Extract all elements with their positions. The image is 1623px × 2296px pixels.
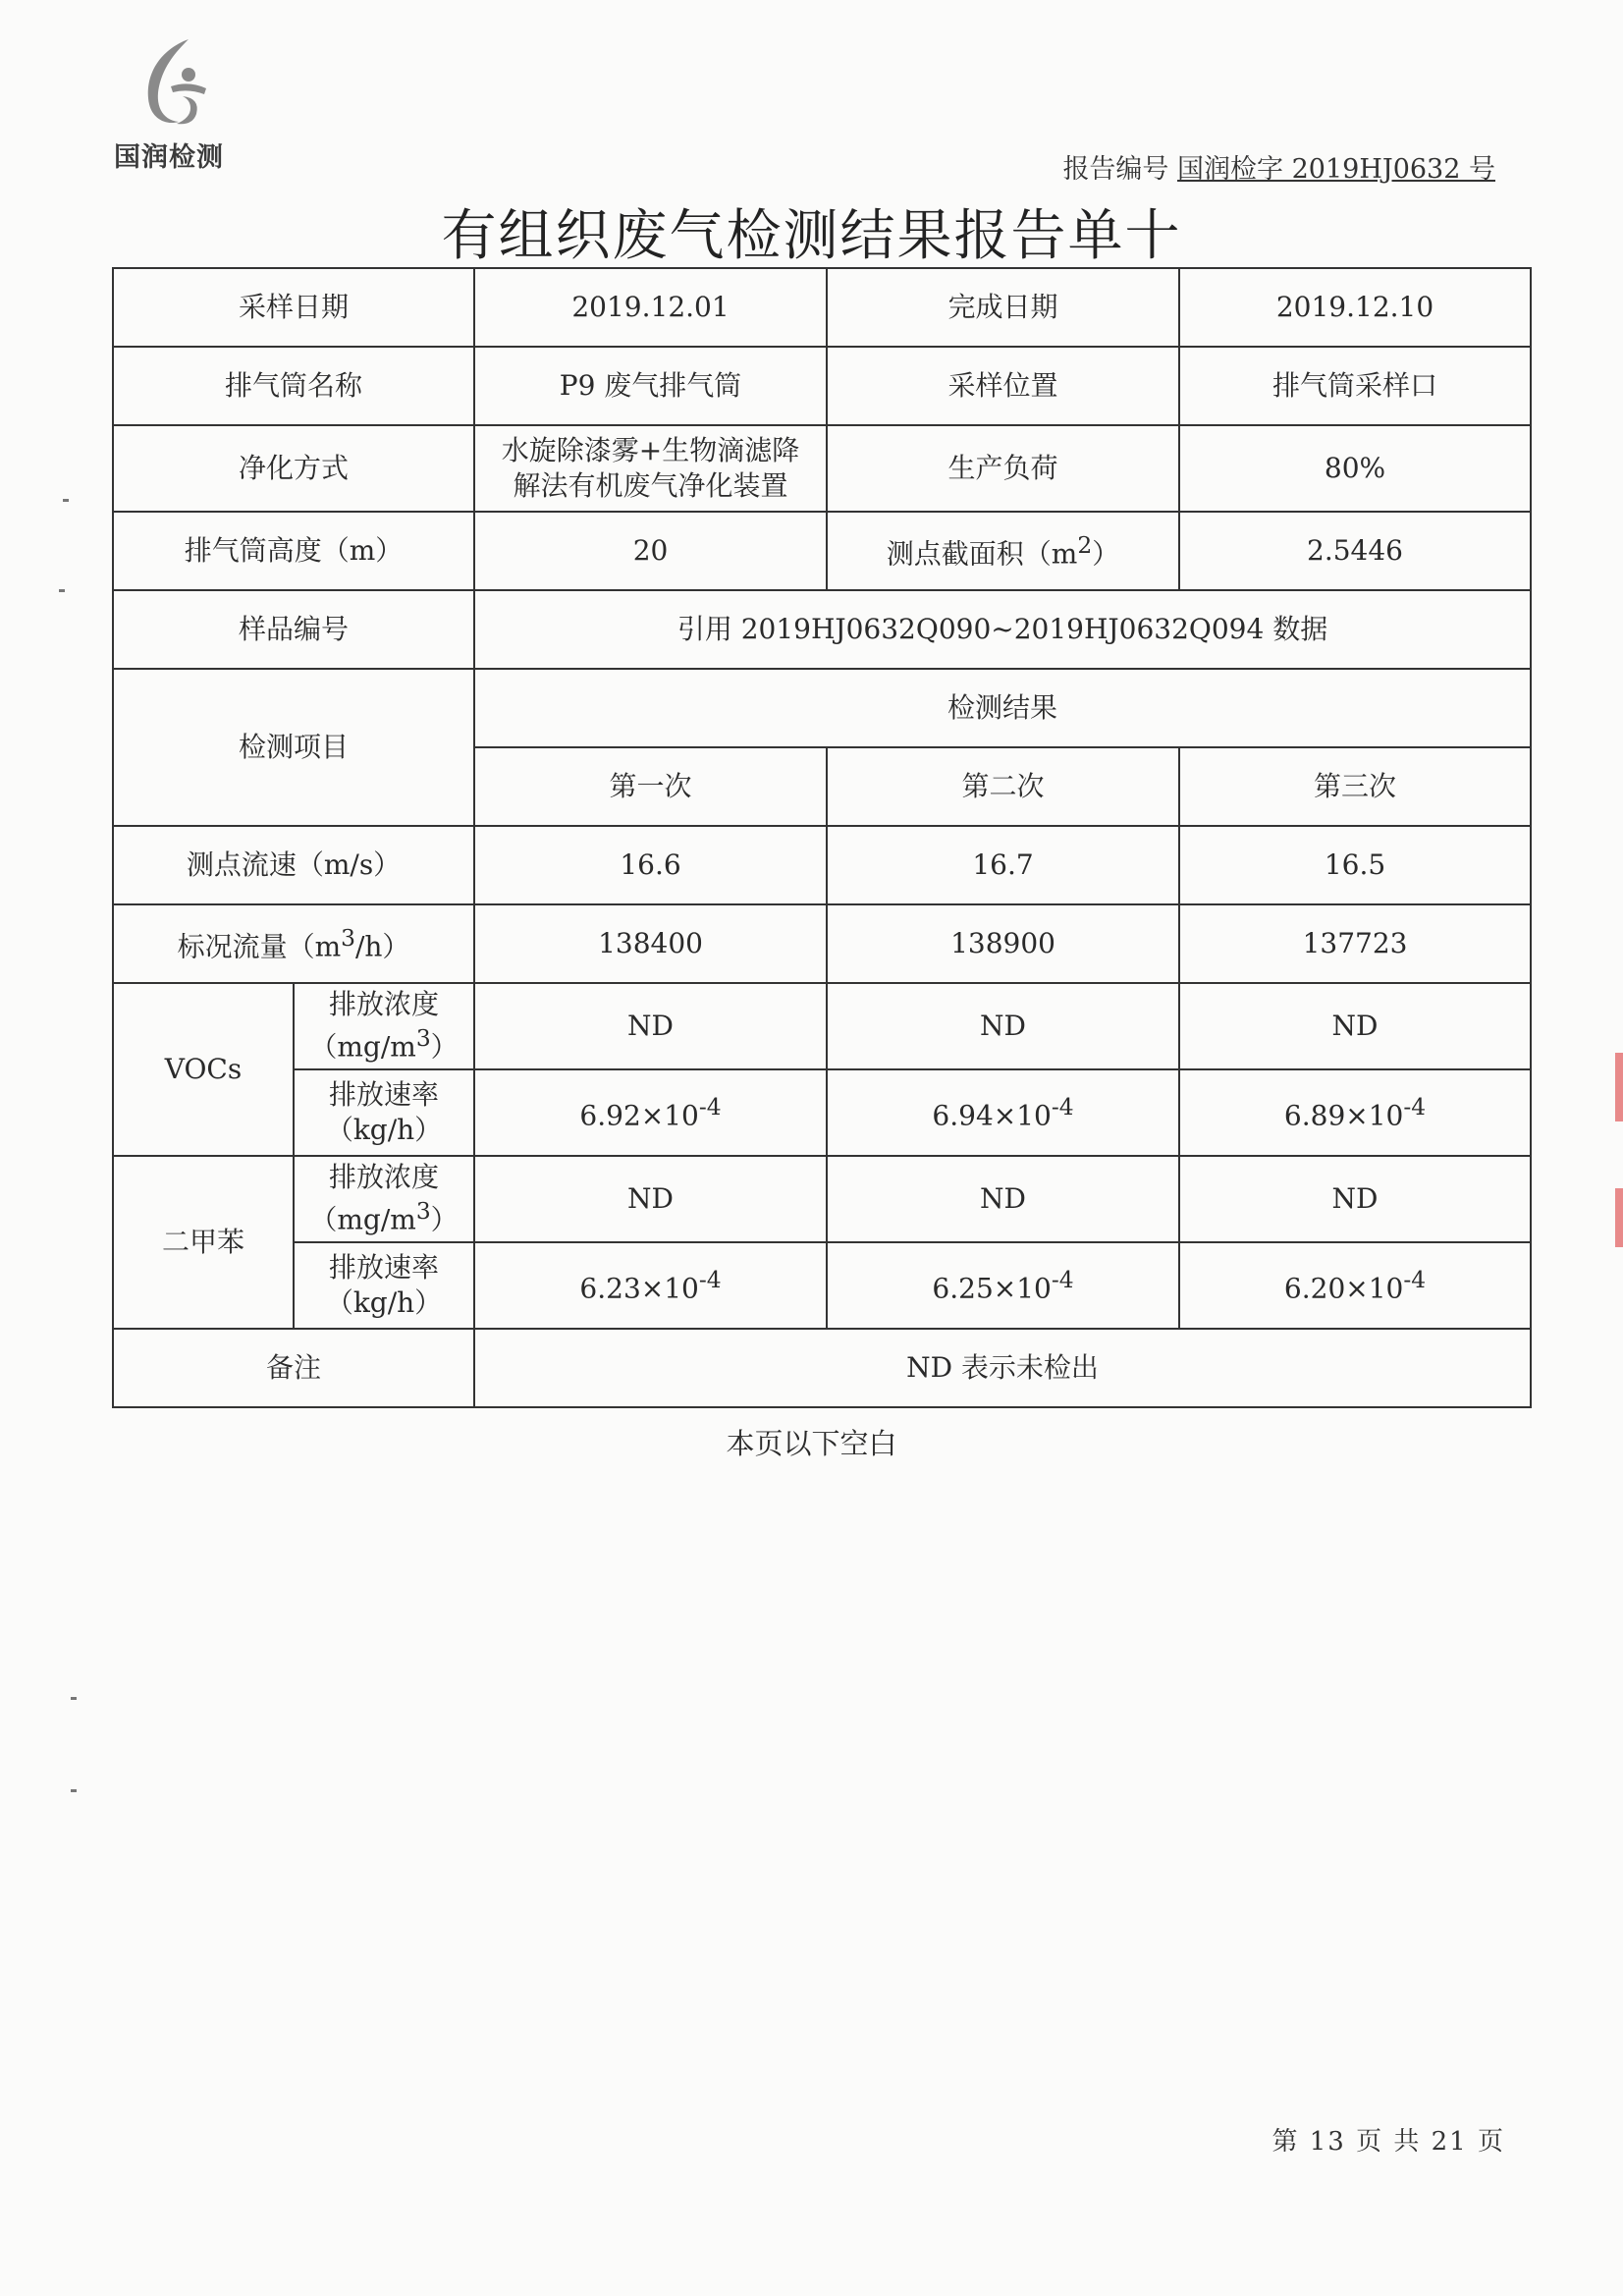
sampling-location-label: 采样位置 xyxy=(827,347,1179,425)
flow-label-post: /h） xyxy=(354,929,410,962)
xylene-rate-run-2 xyxy=(827,1242,1179,1329)
stack-height-label: 排气筒高度（m） xyxy=(113,512,474,590)
vocs-rate-run-3 xyxy=(1179,1069,1531,1156)
section-area-label-text: 测点截面积（m xyxy=(886,536,1078,570)
completion-date: 2019.12.10 xyxy=(1179,268,1531,347)
rate-exp: -4 xyxy=(1051,1265,1074,1293)
pager-suffix: 页 xyxy=(1477,2127,1505,2157)
rate-exp: -4 xyxy=(698,1092,722,1121)
production-load: 80% xyxy=(1179,425,1531,512)
rate-base: 6.20×10 xyxy=(1283,1271,1404,1304)
xylene-name: 二甲苯 xyxy=(113,1156,294,1329)
seal-edge-mark xyxy=(1615,1053,1623,1121)
velocity-run-3: 16.5 xyxy=(1179,826,1531,904)
xylene-conc-label xyxy=(294,1156,474,1242)
vocs-conc-run-1: ND xyxy=(474,983,827,1069)
vocs-conc-run-2: ND xyxy=(827,983,1179,1069)
conc-label-text: 排放浓度 xyxy=(329,988,440,1021)
purification-line-2: 解法有机废气净化装置 xyxy=(513,469,788,502)
conc-label-text: 排放浓度 xyxy=(329,1161,440,1194)
conc-unit-pre: （mg/m xyxy=(309,1203,416,1236)
stack-name: P9 废气排气筒 xyxy=(474,347,827,425)
xylene-rate-label xyxy=(294,1242,474,1329)
xylene-rate-run-3 xyxy=(1179,1242,1531,1329)
vocs-rate-run-1 xyxy=(474,1069,827,1156)
rate-unit: （kg/h） xyxy=(325,1114,443,1146)
rate-exp: -4 xyxy=(1051,1092,1074,1121)
xylene-conc-run-1: ND xyxy=(474,1156,827,1242)
rate-base: 6.94×10 xyxy=(932,1098,1052,1131)
blank-note: 本页以下空白 xyxy=(726,1427,897,1460)
rate-base: 6.23×10 xyxy=(579,1271,699,1304)
rate-base: 6.92×10 xyxy=(579,1098,699,1131)
vocs-rate-label xyxy=(294,1069,474,1156)
vocs-conc-label xyxy=(294,983,474,1069)
section-area-label-close: ） xyxy=(1092,536,1120,570)
table-row xyxy=(113,268,1531,347)
table-row xyxy=(113,904,1531,983)
page-footer xyxy=(1271,2121,1505,2158)
conc-unit xyxy=(298,1023,469,1066)
remark-label: 备注 xyxy=(113,1329,474,1407)
scan-speck xyxy=(71,1697,77,1700)
conc-unit-sup: 3 xyxy=(415,1196,431,1225)
xylene-conc-run-2: ND xyxy=(827,1156,1179,1242)
rate-exp: -4 xyxy=(1403,1265,1427,1293)
purification-method xyxy=(474,425,827,512)
flow-label-text: 标况流量（m xyxy=(177,929,342,962)
item-label: 检测项目 xyxy=(113,669,474,826)
sampling-date: 2019.12.01 xyxy=(474,268,827,347)
conc-unit-post: ） xyxy=(430,1030,459,1064)
run-1-header: 第一次 xyxy=(474,747,827,826)
rate-exp: -4 xyxy=(1403,1092,1427,1121)
table-row xyxy=(113,1329,1531,1407)
pager-mid: 页 共 xyxy=(1356,2127,1422,2157)
current-page: 13 xyxy=(1309,2127,1346,2157)
sample-no-label: 样品编号 xyxy=(113,590,474,669)
vocs-name: VOCs xyxy=(113,983,294,1156)
conc-unit xyxy=(298,1196,469,1238)
table-row xyxy=(113,1242,1531,1329)
flow-label-sup: 3 xyxy=(341,923,355,952)
section-area-sup: 2 xyxy=(1077,530,1093,559)
table-row xyxy=(113,1156,1531,1242)
production-load-label: 生产负荷 xyxy=(827,425,1179,512)
conc-unit-pre: （mg/m xyxy=(309,1030,416,1064)
vocs-rate-run-2 xyxy=(827,1069,1179,1156)
table-row xyxy=(113,826,1531,904)
purification-line-1: 水旋除漆雾+生物滴滤降 xyxy=(501,433,800,466)
vocs-conc-run-3: ND xyxy=(1179,983,1531,1069)
scan-speck xyxy=(71,1789,77,1792)
velocity-label: 测点流速（m/s） xyxy=(113,826,474,904)
table-row xyxy=(113,983,1531,1069)
remark: ND 表示未检出 xyxy=(474,1329,1531,1407)
flow-run-3: 137723 xyxy=(1179,904,1531,983)
report-number-label: 报告编号 xyxy=(1062,154,1169,185)
report-number-value: 国润检字 2019HJ0632 号 xyxy=(1177,154,1495,185)
sample-no: 引用 2019HJ0632Q090~2019HJ0632Q094 数据 xyxy=(474,590,1531,669)
velocity-run-1: 16.6 xyxy=(474,826,827,904)
scan-speck xyxy=(59,589,65,592)
rate-base: 6.89×10 xyxy=(1283,1098,1404,1131)
flow-run-1: 138400 xyxy=(474,904,827,983)
conc-unit-post: ） xyxy=(430,1203,459,1236)
result-table xyxy=(112,267,1532,1408)
pager-prefix: 第 xyxy=(1271,2127,1300,2157)
table-row xyxy=(113,512,1531,590)
stack-name-label: 排气筒名称 xyxy=(113,347,474,425)
company-logo xyxy=(110,35,238,173)
scan-speck xyxy=(63,499,69,502)
table-row xyxy=(113,669,1531,747)
table-row xyxy=(113,425,1531,512)
rate-unit: （kg/h） xyxy=(325,1286,443,1319)
rate-exp: -4 xyxy=(698,1265,722,1293)
purification-label: 净化方式 xyxy=(113,425,474,512)
conc-unit-sup: 3 xyxy=(415,1023,431,1052)
section-area-label xyxy=(827,512,1179,590)
completion-date-label: 完成日期 xyxy=(827,268,1179,347)
xylene-conc-run-3: ND xyxy=(1179,1156,1531,1242)
result-label: 检测结果 xyxy=(474,669,1531,747)
section-area: 2.5446 xyxy=(1179,512,1531,590)
velocity-run-2: 16.7 xyxy=(827,826,1179,904)
report-number xyxy=(1062,147,1495,186)
run-3-header: 第三次 xyxy=(1179,747,1531,826)
page-title: 有组织废气检测结果报告单十 xyxy=(441,204,1182,268)
table-row xyxy=(113,590,1531,669)
table-row xyxy=(113,1069,1531,1156)
sampling-location: 排气筒采样口 xyxy=(1179,347,1531,425)
table-row xyxy=(113,347,1531,425)
seal-edge-mark xyxy=(1615,1188,1623,1247)
flow-label xyxy=(113,904,474,983)
run-2-header: 第二次 xyxy=(827,747,1179,826)
xylene-rate-run-1 xyxy=(474,1242,827,1329)
flow-run-2: 138900 xyxy=(827,904,1179,983)
rate-label-text: 排放速率 xyxy=(329,1077,440,1111)
gr-logo-icon xyxy=(132,35,220,134)
stack-height: 20 xyxy=(474,512,827,590)
rate-base: 6.25×10 xyxy=(932,1271,1052,1304)
rate-label-text: 排放速率 xyxy=(329,1250,440,1284)
total-pages: 21 xyxy=(1431,2127,1468,2157)
logo-text: 国润检测 xyxy=(114,142,224,173)
sampling-date-label: 采样日期 xyxy=(113,268,474,347)
